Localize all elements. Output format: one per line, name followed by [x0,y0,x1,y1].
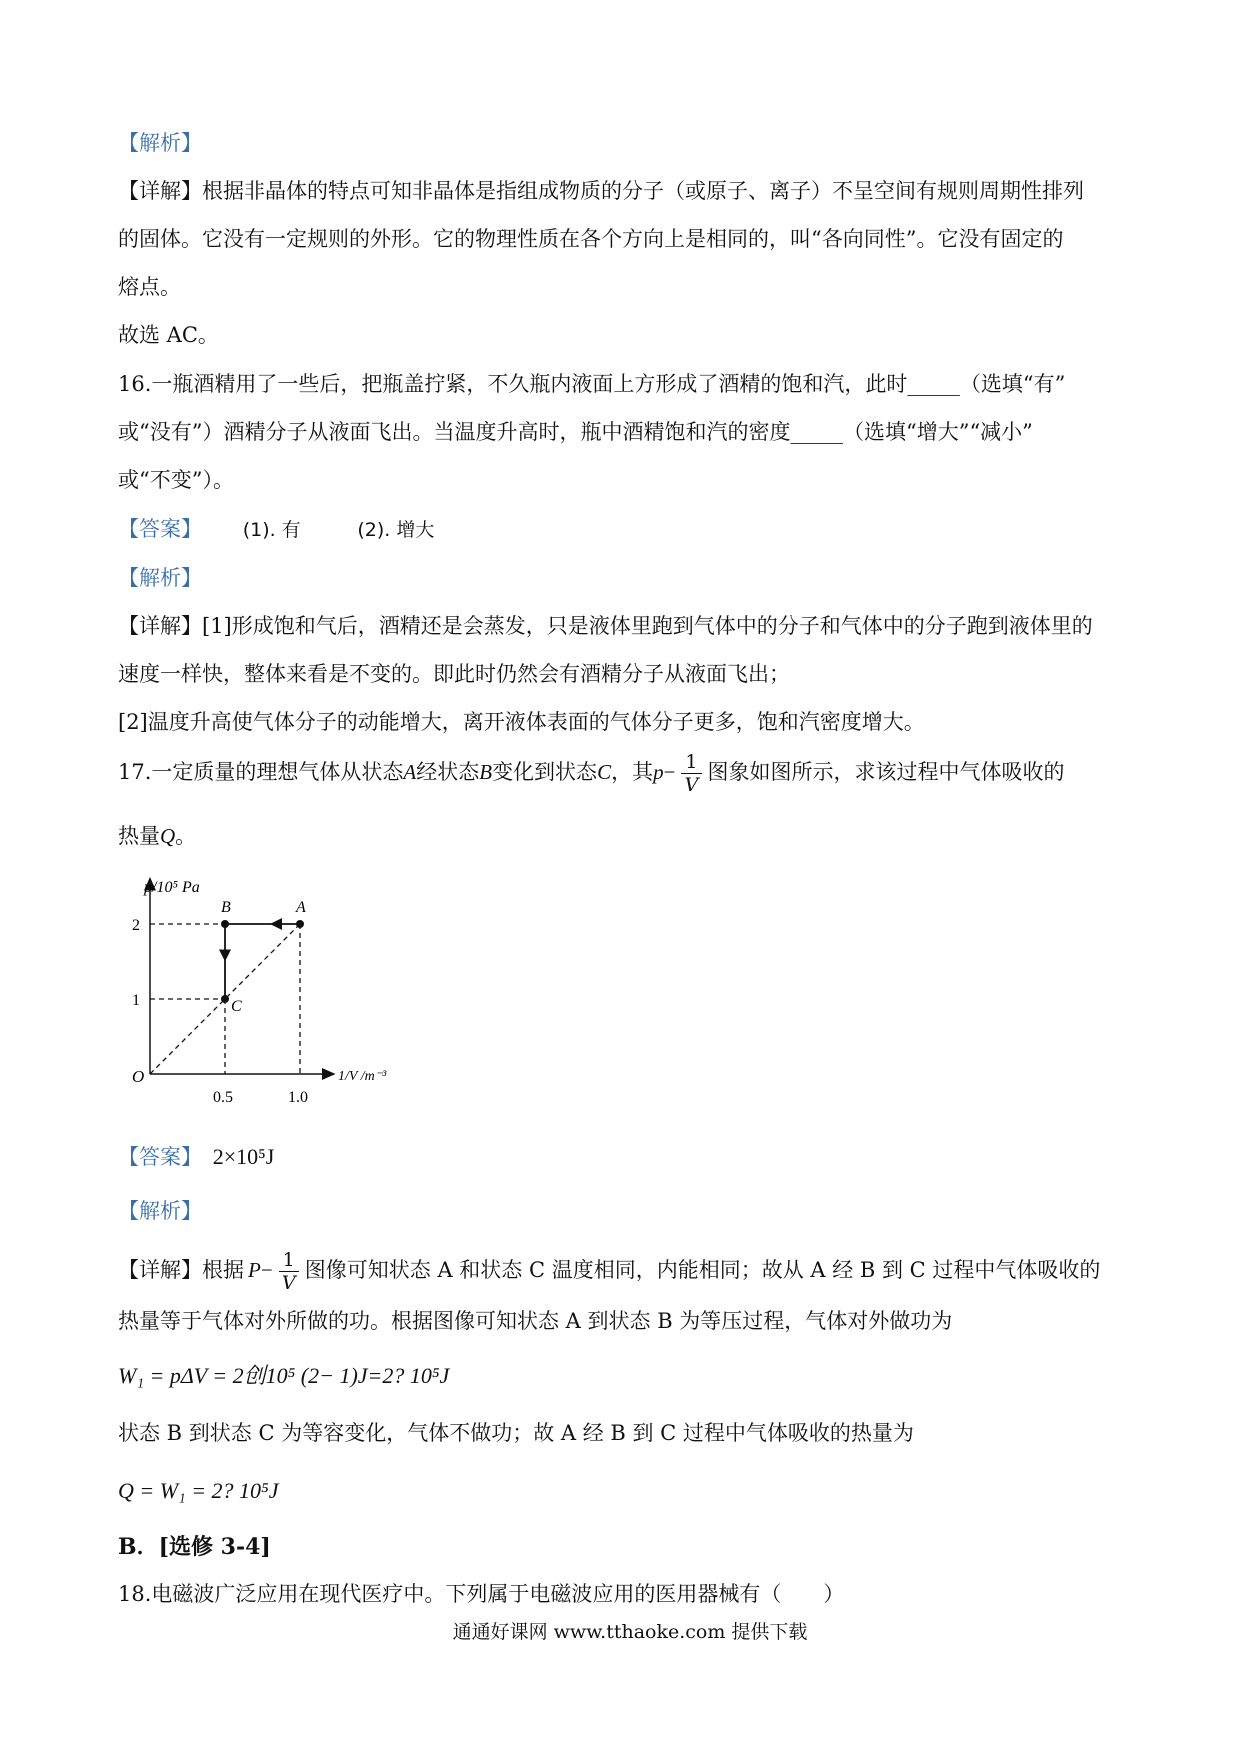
q17-text-e: 图象如图所示，求该过程中气体吸收的 [707,760,1065,784]
q16-answer-1: (1). 有 [242,519,301,541]
q16-line1: 16.一瓶酒精用了一些后，把瓶盖拧紧，不久瓶内液面上方形成了酒精的饱和汽，此时_____（选填“有” [118,372,1066,396]
fraction-numerator: 1 [279,1249,299,1272]
q16-line2: 或“没有”）酒精分子从液面飞出。当温度升高时，瓶中酒精饱和汽的密度_____（选填“增大”“减小” [118,420,1033,444]
q17-period: 。 [175,824,197,848]
q17-detail-b: 图像可知状态 A 和状态 C 温度相同，内能相同；故从 A 经 B 到 C 过程中气体吸收的 [304,1258,1101,1282]
fraction-denominator: V [684,774,699,796]
origin-label: O [132,1067,145,1086]
q17-fraction [681,751,701,796]
q16-line3: 或“不变”）。 [118,468,234,492]
q15-choice: 故选 AC。 [118,323,219,347]
page-footer: 通通好课网 www.tthaoke.com 提供下载 [452,1621,808,1643]
q17-q-symbol: Q [160,824,176,848]
answer-tag: 【答案】 [118,1145,202,1169]
detail-tag: 【详解】 [118,1258,202,1282]
q17-p-symbol: p [653,760,664,784]
q15-detail-line1 [118,177,1084,205]
x-tick-label: 0.5 [213,1089,233,1106]
q17-detail-p: P [248,1258,261,1282]
section-b-heading: B．[选修 3-4] [118,1534,271,1560]
q17-state-b: B [479,760,493,784]
point-c [221,995,229,1003]
q17-line1 [118,742,1065,802]
q16-detail-line3: [2]温度升高使气体分子的动能增大，离开液体表面的气体分子更多，饱和汽密度增大。 [118,710,925,734]
q16-detail-line1 [118,612,1093,640]
q17-detail-a: 根据 [202,1258,244,1282]
q16-detail-line2: 速度一样快，整体来看是不变的。即此时仍然会有酒精分子从液面飞出； [118,662,790,686]
q15-detail-line2: 的固体。它没有一定规则的外形。它的物理性质在各个方向上是相同的，叫“各向同性”。它没有固定的 [118,227,1064,251]
y-axis-label: p/10⁵ Pa [144,879,200,896]
point-a [296,920,304,928]
q16-answer-2: (2). 增大 [357,519,435,541]
q16-detail-text1: [1]形成饱和气后，酒精还是会蒸发，只是液体里跑到气体中的分子和气体中的分子跑到液体里的 [202,614,1093,638]
p-inverse-v-chart [118,868,408,1108]
y-tick-label: 1 [132,992,140,1009]
q17-equation-1: W₁ = pΔV = 2创10⁵ (2− 1)J=2? 10⁵J [118,1363,450,1388]
q17-text-b: 经状态 [416,760,480,784]
q17-detail-line1 [118,1240,1100,1300]
point-label-c: C [231,998,242,1015]
point-b [221,920,229,928]
q17-detail-fraction [279,1249,299,1294]
q17-line2 [118,822,196,850]
y-tick-label: 2 [132,917,140,934]
arrow-a-to-b [270,918,282,930]
q15-detail-line3: 熔点。 [118,275,181,299]
detail-tag: 【详解】 [118,179,202,203]
fraction-numerator: 1 [681,751,701,774]
point-label-b: B [221,899,231,916]
q17-detail-line3: 状态 B 到状态 C 为等容变化，气体不做功；故 A 经 B 到 C 过程中气体吸收的热量为 [118,1421,914,1445]
analysis-tag: 【解析】 [118,1199,202,1223]
q17-text-c: 变化到状态 [492,760,598,784]
q15-detail-text1: 根据非晶体的特点可知非晶体是指组成物质的分子（或原子、离子）不呈空间有规则周期性排列 [202,179,1084,203]
fraction-denominator: V [281,1272,296,1294]
x-axis-label: 1/V /m⁻³ [338,1069,387,1084]
q18-text: 18.电磁波广泛应用在现代医疗中。下列属于电磁波应用的医用器械有（ ） [118,1582,845,1606]
x-tick-label: 1.0 [288,1089,308,1106]
q17-answer-value: 2×10⁵J [212,1144,275,1169]
answer-tag: 【答案】 [118,517,202,541]
q17-minus: − [663,760,676,784]
q17-answer [118,1143,274,1171]
q16-answer [118,515,434,544]
arrow-b-to-c [219,950,231,962]
analysis-tag: 【解析】 [118,566,202,590]
analysis-tag: 【解析】 [118,131,202,155]
q17-detail-minus: − [260,1258,273,1282]
q17-equation-2: Q = W₁ = 2? 10⁵J [118,1478,279,1503]
q17-detail-line2: 热量等于气体对外所做的功。根据图像可知状态 A 到状态 B 为等压过程，气体对外做功为 [118,1309,953,1333]
detail-tag: 【详解】 [118,614,202,638]
point-label-a: A [296,899,306,916]
q17-state-a: A [403,760,417,784]
q17-text-d: ，其 [611,760,654,784]
q17-text-a: 17.一定质量的理想气体从状态 [118,760,404,784]
q17-state-c: C [597,760,612,784]
q17-heat-text: 热量 [118,824,160,848]
